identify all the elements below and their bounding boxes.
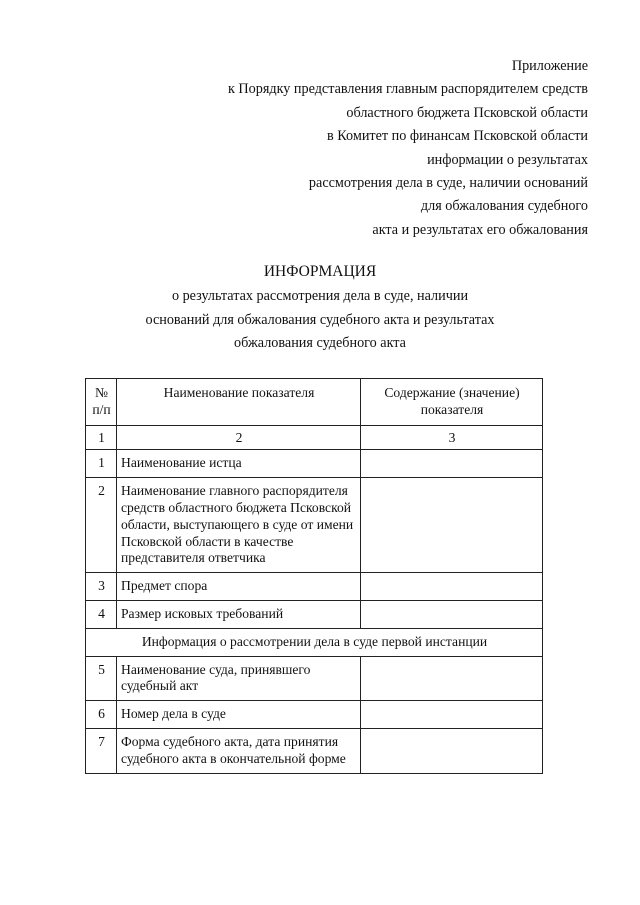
table-row bbox=[86, 656, 543, 701]
table-row bbox=[86, 600, 543, 628]
section-first-instance: Информация о рассмотрении дела в суде первой инстанции bbox=[86, 628, 543, 656]
row-indicator: Размер исковых требований bbox=[117, 600, 361, 628]
row-number: 7 bbox=[86, 728, 117, 773]
row-value bbox=[361, 573, 543, 601]
header-number-sign: № bbox=[95, 385, 108, 400]
header-value-line: Содержание (значение) bbox=[384, 385, 520, 400]
table-row bbox=[86, 728, 543, 773]
row-number: 1 bbox=[86, 450, 117, 478]
header-number-abbr: п/п bbox=[92, 401, 111, 417]
table-row bbox=[86, 701, 543, 729]
row-value bbox=[361, 656, 543, 701]
appendix-line: в Комитет по финансам Псковской области bbox=[327, 128, 588, 145]
section-row bbox=[86, 628, 543, 656]
appendix-line: областного бюджета Псковской области bbox=[346, 104, 588, 121]
row-indicator: Номер дела в суде bbox=[117, 701, 361, 729]
appendix-line: рассмотрения дела в суде, наличии оснований bbox=[308, 175, 588, 192]
row-value bbox=[361, 450, 543, 478]
title-main: ИНФОРМАЦИЯ bbox=[263, 263, 377, 280]
information-table bbox=[85, 378, 543, 774]
header-number bbox=[86, 379, 117, 426]
row-indicator: Предмет спора bbox=[117, 573, 361, 601]
appendix-line: информации о результатах bbox=[427, 151, 588, 168]
table-header-row bbox=[86, 379, 543, 426]
appendix-line: к Порядку представления главным распорядителем средств bbox=[227, 81, 588, 98]
table-row bbox=[86, 573, 543, 601]
column-index: 2 bbox=[117, 425, 361, 450]
header-indicator-name: Наименование показателя bbox=[117, 379, 361, 426]
header-indicator-value bbox=[361, 379, 543, 426]
column-index-row bbox=[86, 425, 543, 450]
column-index: 1 bbox=[86, 425, 117, 450]
row-indicator: Наименование суда, принявшего судебный акт bbox=[117, 656, 361, 701]
row-number: 6 bbox=[86, 701, 117, 729]
header-value-line: показателя bbox=[420, 401, 484, 417]
row-number: 4 bbox=[86, 600, 117, 628]
appendix-header bbox=[228, 55, 588, 242]
row-indicator: Форма судебного акта, дата принятия судебного акта в окончательной форме bbox=[117, 728, 361, 773]
row-value bbox=[361, 478, 543, 573]
title-sub-line: о результатах рассмотрения дела в суде, наличии bbox=[171, 288, 469, 304]
row-number: 2 bbox=[86, 478, 117, 573]
table-row bbox=[86, 450, 543, 478]
appendix-line: акта и результатах его обжалования bbox=[372, 221, 588, 238]
row-indicator: Наименование главного распорядителя средств областного бюджета Псковской области, выступающего в суде от имени Псковской области в качестве представителя ответчика bbox=[117, 478, 361, 573]
row-number: 5 bbox=[86, 656, 117, 701]
title-sub-line: оснований для обжалования судебного акта и результатах bbox=[145, 311, 495, 328]
row-value bbox=[361, 701, 543, 729]
table-row bbox=[86, 478, 543, 573]
title-sub-line: обжалования судебного акта bbox=[234, 335, 406, 351]
row-indicator: Наименование истца bbox=[117, 450, 361, 478]
row-value bbox=[361, 600, 543, 628]
appendix-line: Приложение bbox=[511, 58, 588, 74]
document-title bbox=[0, 259, 640, 356]
column-index: 3 bbox=[361, 425, 543, 450]
appendix-line: для обжалования судебного bbox=[420, 198, 588, 215]
row-number: 3 bbox=[86, 573, 117, 601]
row-value bbox=[361, 728, 543, 773]
